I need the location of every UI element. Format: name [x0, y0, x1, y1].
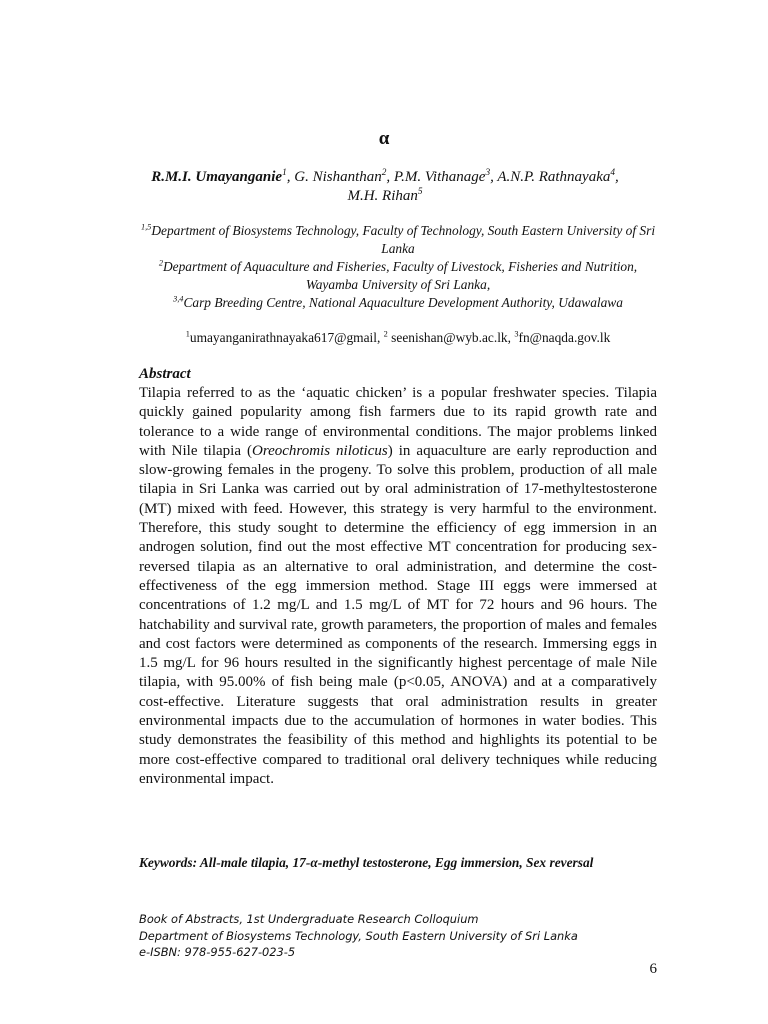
footer-line: Book of Abstracts, 1st Undergraduate Research Colloquium	[139, 912, 479, 926]
affiliation-list	[136, 222, 660, 312]
page-footer	[139, 911, 659, 961]
affiliation: $^{3,4}$Carp Breeding Centre, National Aquaculture Development Authority, Udawalawa	[173, 294, 623, 310]
email: $^3$fn@naqda.gov.lk	[514, 329, 611, 345]
abstract-body: Tilapia referred to as the ‘aquatic chicken’ is a popular freshwater species. Tilapia quickly gained popularity among fish farmers due to its rapid growth rate and tolerance to a wide range of environmental conditions. The major problems linked with Nile tilapia (Oreochromis niloticus) in aquaculture are early reproduction and slow-growing females in the progeny. To solve this problem, production of all male tilapia in Sri Lanka was carried out by oral administration of 17-methyltestosterone (MT) mixed with feed. However, this strategy is very harmful to the environment. Therefore, this study sought to determine the efficiency of egg immersion in an androgen solution, find out the most effective MT concentration for producing sex-reversed tilapia as an alternative to oral administration, and determine the cost-effectiveness of the egg immersion method. Stage III eggs were immersed at concentrations of 1.2 mg/L and 1.5 mg/L of MT for 72 hours and 96 hours. The hatchability and survival rate, growth parameters, the proportion of males and females and cost factors were determined as components of the research. Immersing eggs in 1.5 mg/L for 96 hours resulted in the significantly highest percentage of male Nile tilapia, with 95.00% of fish being male (p<0.05, ANOVA) and at a comparatively cost-effective. Literature suggests that oral administration results in greater environmental impacts due to the accumulation of hormones in water bodies. This study demonstrates the feasibility of this method and highlights its potential to be more cost-effective compared to traditional oral delivery techniques while reducing environmental impact.	[139, 385, 657, 787]
author: P.M. Vithanage$^3$,	[393, 168, 498, 185]
footer-line: e-ISBN: 978-955-627-023-5	[139, 945, 296, 959]
paper-title: α	[378, 128, 390, 149]
species-name: Oreochromis niloticus	[252, 442, 388, 459]
keywords: Keywords: All-male tilapia, 17-α-methyl testosterone, Egg immersion, Sex reversal	[139, 855, 594, 870]
footer-line: Department of Biosystems Technology, South Eastern University of Sri Lanka	[139, 928, 578, 943]
affiliation: $^{1,5}$Department of Biosystems Technology, Faculty of Technology, South Eastern University of Sri Lanka	[140, 222, 656, 256]
email: $^2$ seenishan@wyb.ac.lk,	[383, 329, 515, 345]
affiliation: $^2$Department of Aquaculture and Fisheries, Faculty of Livestock, Fisheries and Nutrition, Wayamba University of Sri Lanka,	[158, 258, 638, 292]
author: A.N.P. Rathnayaka$^4$,	[497, 168, 619, 185]
author: R.M.I. Umayanganie$^1$,	[151, 168, 295, 185]
email-list	[136, 329, 660, 347]
author: M.H. Rihan$^5$	[347, 187, 423, 204]
author: G. Nishanthan$^2$,	[294, 168, 394, 185]
author-list	[150, 168, 620, 206]
page-number: 6	[649, 961, 657, 977]
email: $^1$umayanganirathnayaka617@gmail,	[185, 329, 384, 345]
abstract-heading: Abstract	[139, 366, 191, 382]
